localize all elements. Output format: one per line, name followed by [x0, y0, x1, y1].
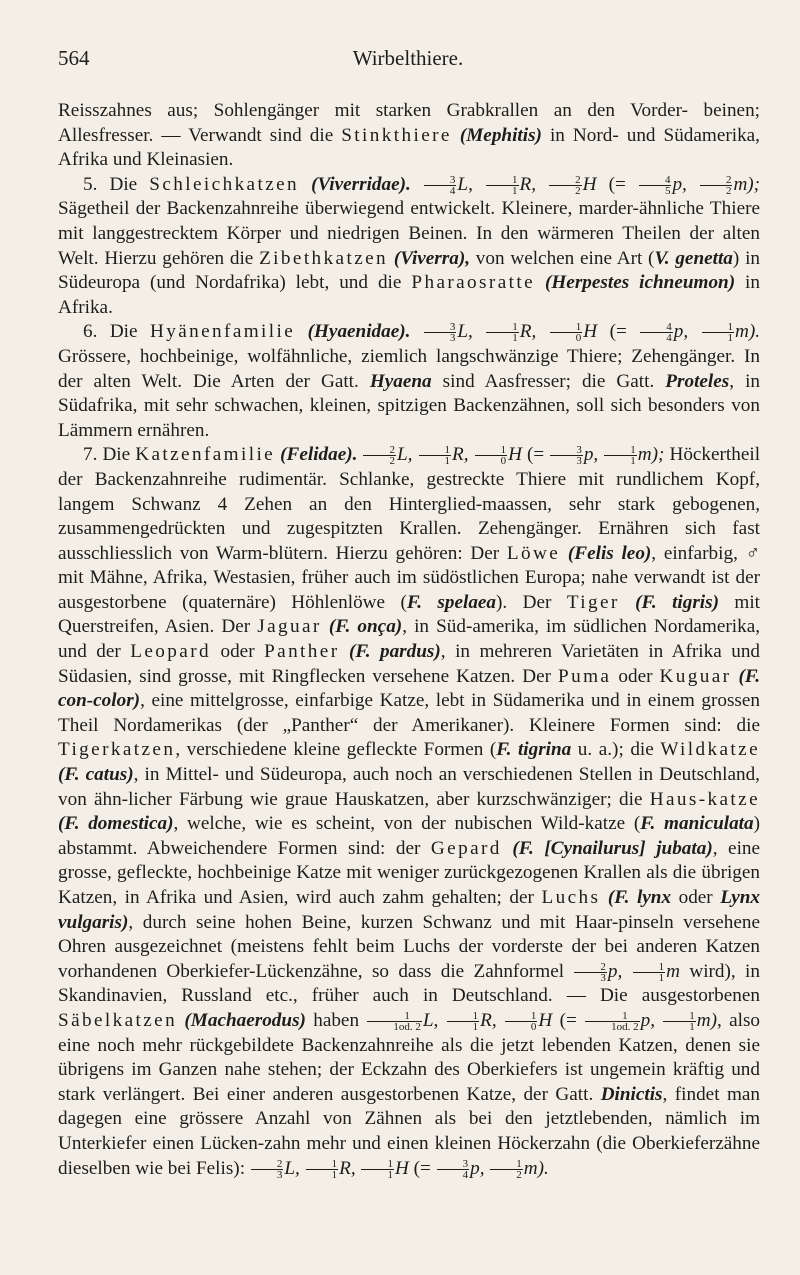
- paragraph-hyaenidae: 6. Die Hyänenfamilie (Hyaenidae). $\frac{3}{3}$ L, $\frac{1}{1}$ R, $\frac{1}{0}$ H (= $\frac{4}{4}$ p, $\frac{1}{1}$ m). Grössere, hochbeinige, wolfähnliche, ziemlich langschwänzige Thiere; Zehengänger. In der alten Welt. Die Arten der Gatt. Hyaena sind Aasfresser; die Gatt. Proteles, in Südafrika, mit sehr schwachen, kleinen, spitzigen Backenzähnen, soll sich besonders von Lämmern ernähren.: [58, 321, 761, 441]
- page-header: [58, 46, 758, 76]
- paragraph-felidae: 7. Die Katzenfamilie (Felidae). $\frac{2}{2}$ L, $\frac{1}{1}$ R, $\frac{1}{0}$ H (= $\frac{3}{3}$ p, $\frac{1}{1}$ m); Höckertheil der Backenzahnreihe rudimentär. Schlanke, gestreckte Thiere mit rundlichem Kopf, langem Schwanz 4 Zehen an den Hinterglied-maassen, sehr stark gebogenen, zusammengedrückten und zugespitzten Krallen. Zehengänger. Ernähren sich fast ausschliesslich von Warm-blütern. Hierzu gehören: Der Löwe (Felis leo), einfarbig, ♂ mit Mähne, Afrika, Westasien, früher auch im südöstlichen Europa; nahe verwandt ist der ausgestorbene (quaternäre) Höhlenlöwe (F. spelaea). Der Tiger (F. tigris) mit Querstreifen, Asien. Der Jaguar (F. onça), in Süd-amerika, im südlichen Nordamerika, und der Leopard oder Panther (F. pardus), in mehreren Varietäten in Afrika und Südasien, sind grosse, mit Ringflecken versehene Katzen. Der Puma oder Kuguar (F. con-color), eine mittelgrosse, einfarbige Katze, lebt in Südamerika und in einem grossen Theil Nordamerikas (der „Panther“ der Amerikaner). Kleinere Formen sind: die Tigerkatzen, verschiedene kleine gefleckte Formen (F. tigrina u. a.); die Wildkatze (F. catus), in Mittel- und Südeuropa, auch noch an verschiedenen Stellen in Deutschland, von ähn-licher Färbung wie graue Hauskatzen, aber kurzschwänziger; die Haus-katze (F. domestica), welche, wie es scheint, von der nubischen Wild-katze (F. maniculata) abstammt. Abweichendere Formen sind: der Gepard (F. [Cynailurus] jubata), eine grosse, gefleckte, hochbeinige Katze mit weniger zurückgezogenen Krallen als die übrigen Katzen, in Afrika und Asien, wird auch zahm gehalten; der Luchs (F. lynx oder Lynx vulgaris), durch seine hohen Beine, kurzen Schwanz und mit Haar-pinseln versehene Ohren ausgezeichnet (meistens fehlt beim Luchs der vorderste der bei anderen Katzen vorhandenen Oberkiefer-Lückenzähne, so dass die Zahnformel $\frac{2}{3}$ p, $\frac{1}{1}$ m wird), in Skandinavien, Russland etc., früher auch in Deutschland. — Die ausgestorbenen Säbelkatzen (Machaerodus) haben $\frac{1}{1od. 2}$ L, $\frac{1}{1}$ R, $\frac{1}{0}$ H (= $\frac{1}{1od. 2}$ p, $\frac{1}{1}$ m), also eine noch mehr rückgebildete Backenzahnreihe als die jetzt lebenden Katzen, denen sie übrigens im Ganzen nahe stehen; der Eckzahn des Oberkiefers ist ungemein kräftig und stark verlängert. Bei einer anderen ausgestorbenen Katze, der Gatt. Dinictis, findet man dagegen eine grössere Anzahl von Zähnen als bei den jetztlebenden, nämlich im Unterkiefer einen Lücken-zahn mehr und einen kleinen Höckerzahn (die Oberkieferzähne dieselben wie bei Felis): $\frac{2}{3}$ L, $\frac{1}{1}$ R, $\frac{1}{1}$ H (= $\frac{3}{4}$ p, $\frac{1}{2}$ m).: [58, 444, 761, 1181]
- running-title: Wirbelthiere.: [352, 46, 464, 70]
- page-number: 564: [58, 46, 90, 70]
- paragraph-continuation: Reisszahnes aus; Sohlengänger mit starken Grabkrallen an den Vorder- beinen; Allesfresser. — Verwandt sind die Stinkthiere (Mephitis) in Nord- und Südamerika, Afrika und Kleinasien.: [58, 100, 760, 171]
- body-text: [58, 99, 760, 1181]
- paragraph-viverridae: 5. Die Schleichkatzen (Viverridae). $\frac{3}{4}$ L, $\frac{1}{1}$ R, $\frac{2}{2}$ H (= $\frac{4}{5}$ p, $\frac{2}{2}$ m); Sägetheil der Backenzahnreihe überwiegend entwickelt. Kleinere, marder-ähnliche Thiere mit langgestrecktem Körper und niedrigen Beinen. In den wärmeren Theilen der alten Welt. Hierzu gehören die Zibethkatzen (Viverra), von welchen eine Art (V. genetta) in Südeuropa (und Nordafrika) lebt, und die Pharaosratte (Herpestes ichneumon) in Afrika.: [58, 173, 761, 318]
